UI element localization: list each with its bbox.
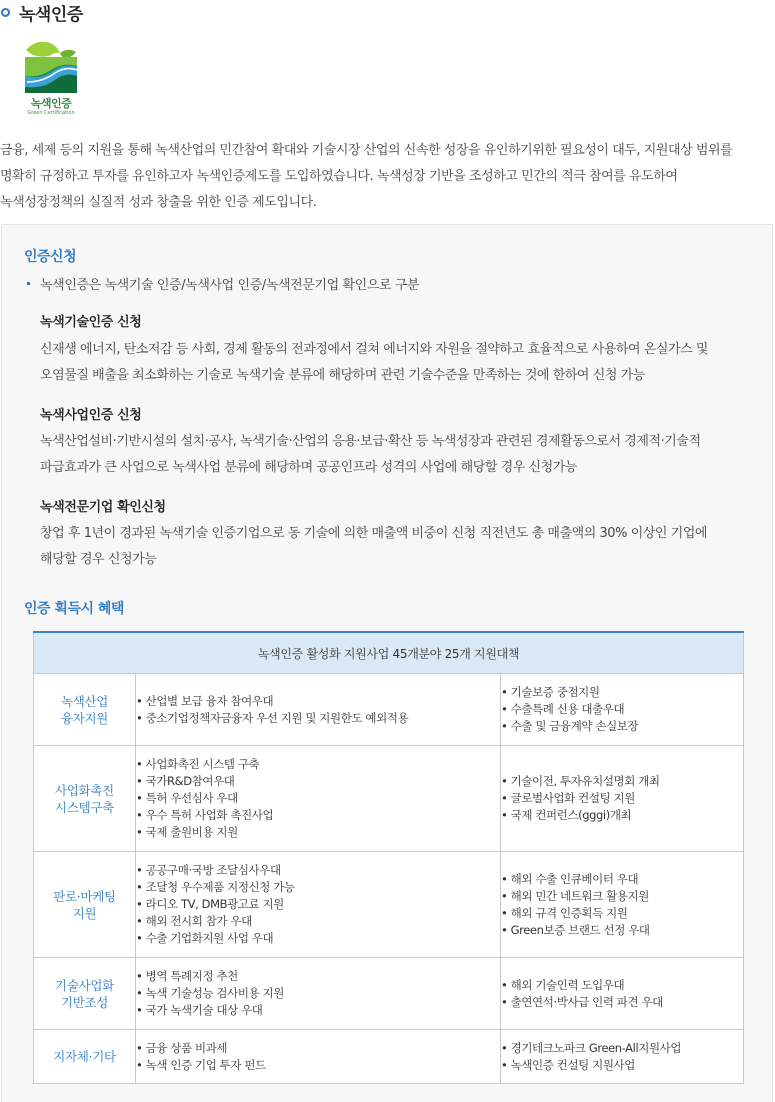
description-line: 해당할 경우 신청가능 (40, 552, 157, 567)
application-section-title: 인증신청 (24, 249, 77, 265)
square-bullet-icon (27, 282, 30, 285)
support-list-cell (136, 852, 501, 958)
page-title: 녹색인증 (19, 4, 83, 25)
description-line: 오염물질 배출을 최소화하는 기술로 녹색기술 분류에 해당하며 관련 기술수준을 만족하는 것에 한하여 신청 가능 (40, 368, 645, 383)
support-list-cell (501, 746, 744, 852)
list-item: • 라디오 TV, DMB광고료 지원 (136, 896, 500, 913)
table-row (34, 746, 744, 852)
support-list-cell (136, 746, 501, 852)
intro-line: 명확히 규정하고 투자를 유인하고자 녹색인증제도를 도입하였습니다. 녹색성장 기반을 조성하고 민간의 적극 참여를 유도하여 (0, 169, 678, 184)
list-item: • 녹색인증 컨설팅 지원사업 (501, 1057, 743, 1074)
green-tech-cert-description (40, 337, 708, 389)
green-company-check-description (40, 521, 707, 573)
benefits-table (33, 631, 744, 1084)
intro-line: 금융, 세제 등의 지원을 통해 녹색산업의 민간참여 확대와 기술시장 산업의 신속한 성장을 유인하기위한 필요성이 대두, 지원대상 범위를 (0, 143, 733, 158)
category-label: 판로·마케팅 (53, 888, 116, 904)
list-item: • 중소기업정책자금융자 우선 지원 및 지원한도 예외적용 (136, 710, 500, 727)
list-item: • 해외 민간 네트워크 활용지원 (501, 888, 743, 905)
list-item: • 해외 수출 인큐베이터 우대 (501, 871, 743, 888)
list-item: • 공공구매·국방 조달심사우대 (136, 862, 500, 879)
green-project-cert-title: 녹색사업인증 신청 (40, 408, 142, 423)
list-item: • 병역 특례지정 추천 (136, 968, 500, 985)
circle-bullet-icon (1, 8, 10, 17)
support-list-cell (501, 852, 744, 958)
list-item: • 금융 상품 비과세 (136, 1040, 500, 1057)
support-list-cell (136, 674, 501, 746)
support-list-cell (501, 674, 744, 746)
application-summary (24, 274, 419, 293)
category-label: 사업화촉진 (55, 782, 114, 798)
list-item: • 국가R&D참여우대 (136, 773, 500, 790)
application-summary-text: 녹색인증은 녹색기술 인증/녹색사업 인증/녹색전문기업 확인으로 구분 (40, 278, 420, 293)
description-line: 녹색산업설비·기반시설의 설치·공사, 녹색기술·산업의 응용·보급·확산 등 녹색성장과 관련된 경제활동으로서 경제적·기술적 (40, 434, 701, 449)
category-label: 지원 (72, 905, 97, 921)
list-item: • 수출 및 금융계약 손실보장 (501, 718, 743, 735)
list-item: • 국제 컨퍼런스(gggi)개최 (501, 807, 743, 824)
list-item: • 국제 출원비용 지원 (136, 824, 500, 841)
category-cell (34, 852, 136, 958)
list-item: • 경기테크노파크 Green-All지원사업 (501, 1040, 743, 1057)
category-cell (34, 674, 136, 746)
category-label: 녹색산업 (60, 693, 109, 709)
benefits-table-header: 녹색인증 활성화 지원사업 45개분야 25개 지원대책 (34, 632, 744, 674)
description-line: 파급효과가 큰 사업으로 녹색사업 분류에 해당하며 공공인프라 성격의 사업에 해당할 경우 신청가능 (40, 460, 577, 475)
list-item: • 조달청 우수제품 지정신청 가능 (136, 879, 500, 896)
list-item: • 해외 전시회 참가 우대 (136, 913, 500, 930)
list-item: • 우수 특허 사업화 촉진사업 (136, 807, 500, 824)
logo-subtext: Green Certification (27, 110, 75, 116)
category-cell (34, 958, 136, 1030)
table-row (34, 1030, 744, 1084)
list-item: • 수출특례 신용 대출우대 (501, 701, 743, 718)
category-cell (34, 1030, 136, 1084)
table-row (34, 958, 744, 1030)
intro-line: 녹색성장정책의 실질적 성과 창출을 위한 인증 제도입니다. (0, 195, 317, 210)
list-item: • 글로벌사업화 컨설팅 지원 (501, 790, 743, 807)
support-list-cell (136, 958, 501, 1030)
list-item: • 녹색 기술성능 검사비용 지원 (136, 985, 500, 1002)
list-item: • 수출 기업화지원 사업 우대 (136, 930, 500, 947)
list-item: • 해외 기술인력 도입우대 (501, 977, 743, 994)
list-item: • 출연연석·박사급 인력 파견 우대 (501, 994, 743, 1011)
intro-paragraph (0, 138, 775, 216)
table-row (34, 852, 744, 958)
green-certification-logo (23, 40, 79, 118)
list-item: • 해외 규격 인증획득 지원 (501, 905, 743, 922)
logo-text: 녹색인증 (30, 97, 72, 110)
list-item: • 국가 녹색기술 대상 우대 (136, 1002, 500, 1019)
support-list-cell (501, 958, 744, 1030)
category-label: 기반조성 (60, 994, 109, 1010)
list-item: • 녹색 인증 기업 투자 펀드 (136, 1057, 500, 1074)
description-line: 창업 후 1년이 경과된 녹색기술 인증기업으로 동 기술에 의한 매출액 비중이 신청 직전년도 총 매출액의 30% 이상인 기업에 (40, 526, 708, 541)
list-item: • 사업화촉진 시스템 구축 (136, 756, 500, 773)
category-cell (34, 746, 136, 852)
support-list-cell (136, 1030, 501, 1084)
list-item: • Green보증 브랜드 선정 우대 (501, 922, 743, 939)
green-tech-cert-title: 녹색기술인증 신청 (40, 315, 142, 330)
support-list-cell (501, 1030, 744, 1084)
description-line: 신재생 에너지, 탄소저감 등 사회, 경제 활동의 전과정에서 걸쳐 에너지와 자원을 절약하고 효율적으로 사용하여 온실가스 및 (40, 342, 709, 357)
list-item: • 산업별 보급 융자 참여우대 (136, 693, 500, 710)
category-label: 시스템구축 (55, 799, 114, 815)
list-item: • 기술보증 중점지원 (501, 684, 743, 701)
category-label: 지자체·기타 (53, 1049, 116, 1064)
list-item: • 특허 우선심사 우대 (136, 790, 500, 807)
green-company-check-title: 녹색전문기업 확인신청 (40, 500, 166, 515)
list-item: • 기술이전, 투자유치설명회 개최 (501, 773, 743, 790)
page-heading (0, 0, 83, 24)
category-label: 기술사업화 (55, 977, 114, 993)
benefits-section-title: 인증 획득시 혜택 (24, 601, 124, 617)
green-certification-logo-icon (23, 40, 79, 96)
green-project-cert-description (40, 429, 701, 481)
category-label: 융자지원 (60, 710, 109, 726)
table-row (34, 674, 744, 746)
